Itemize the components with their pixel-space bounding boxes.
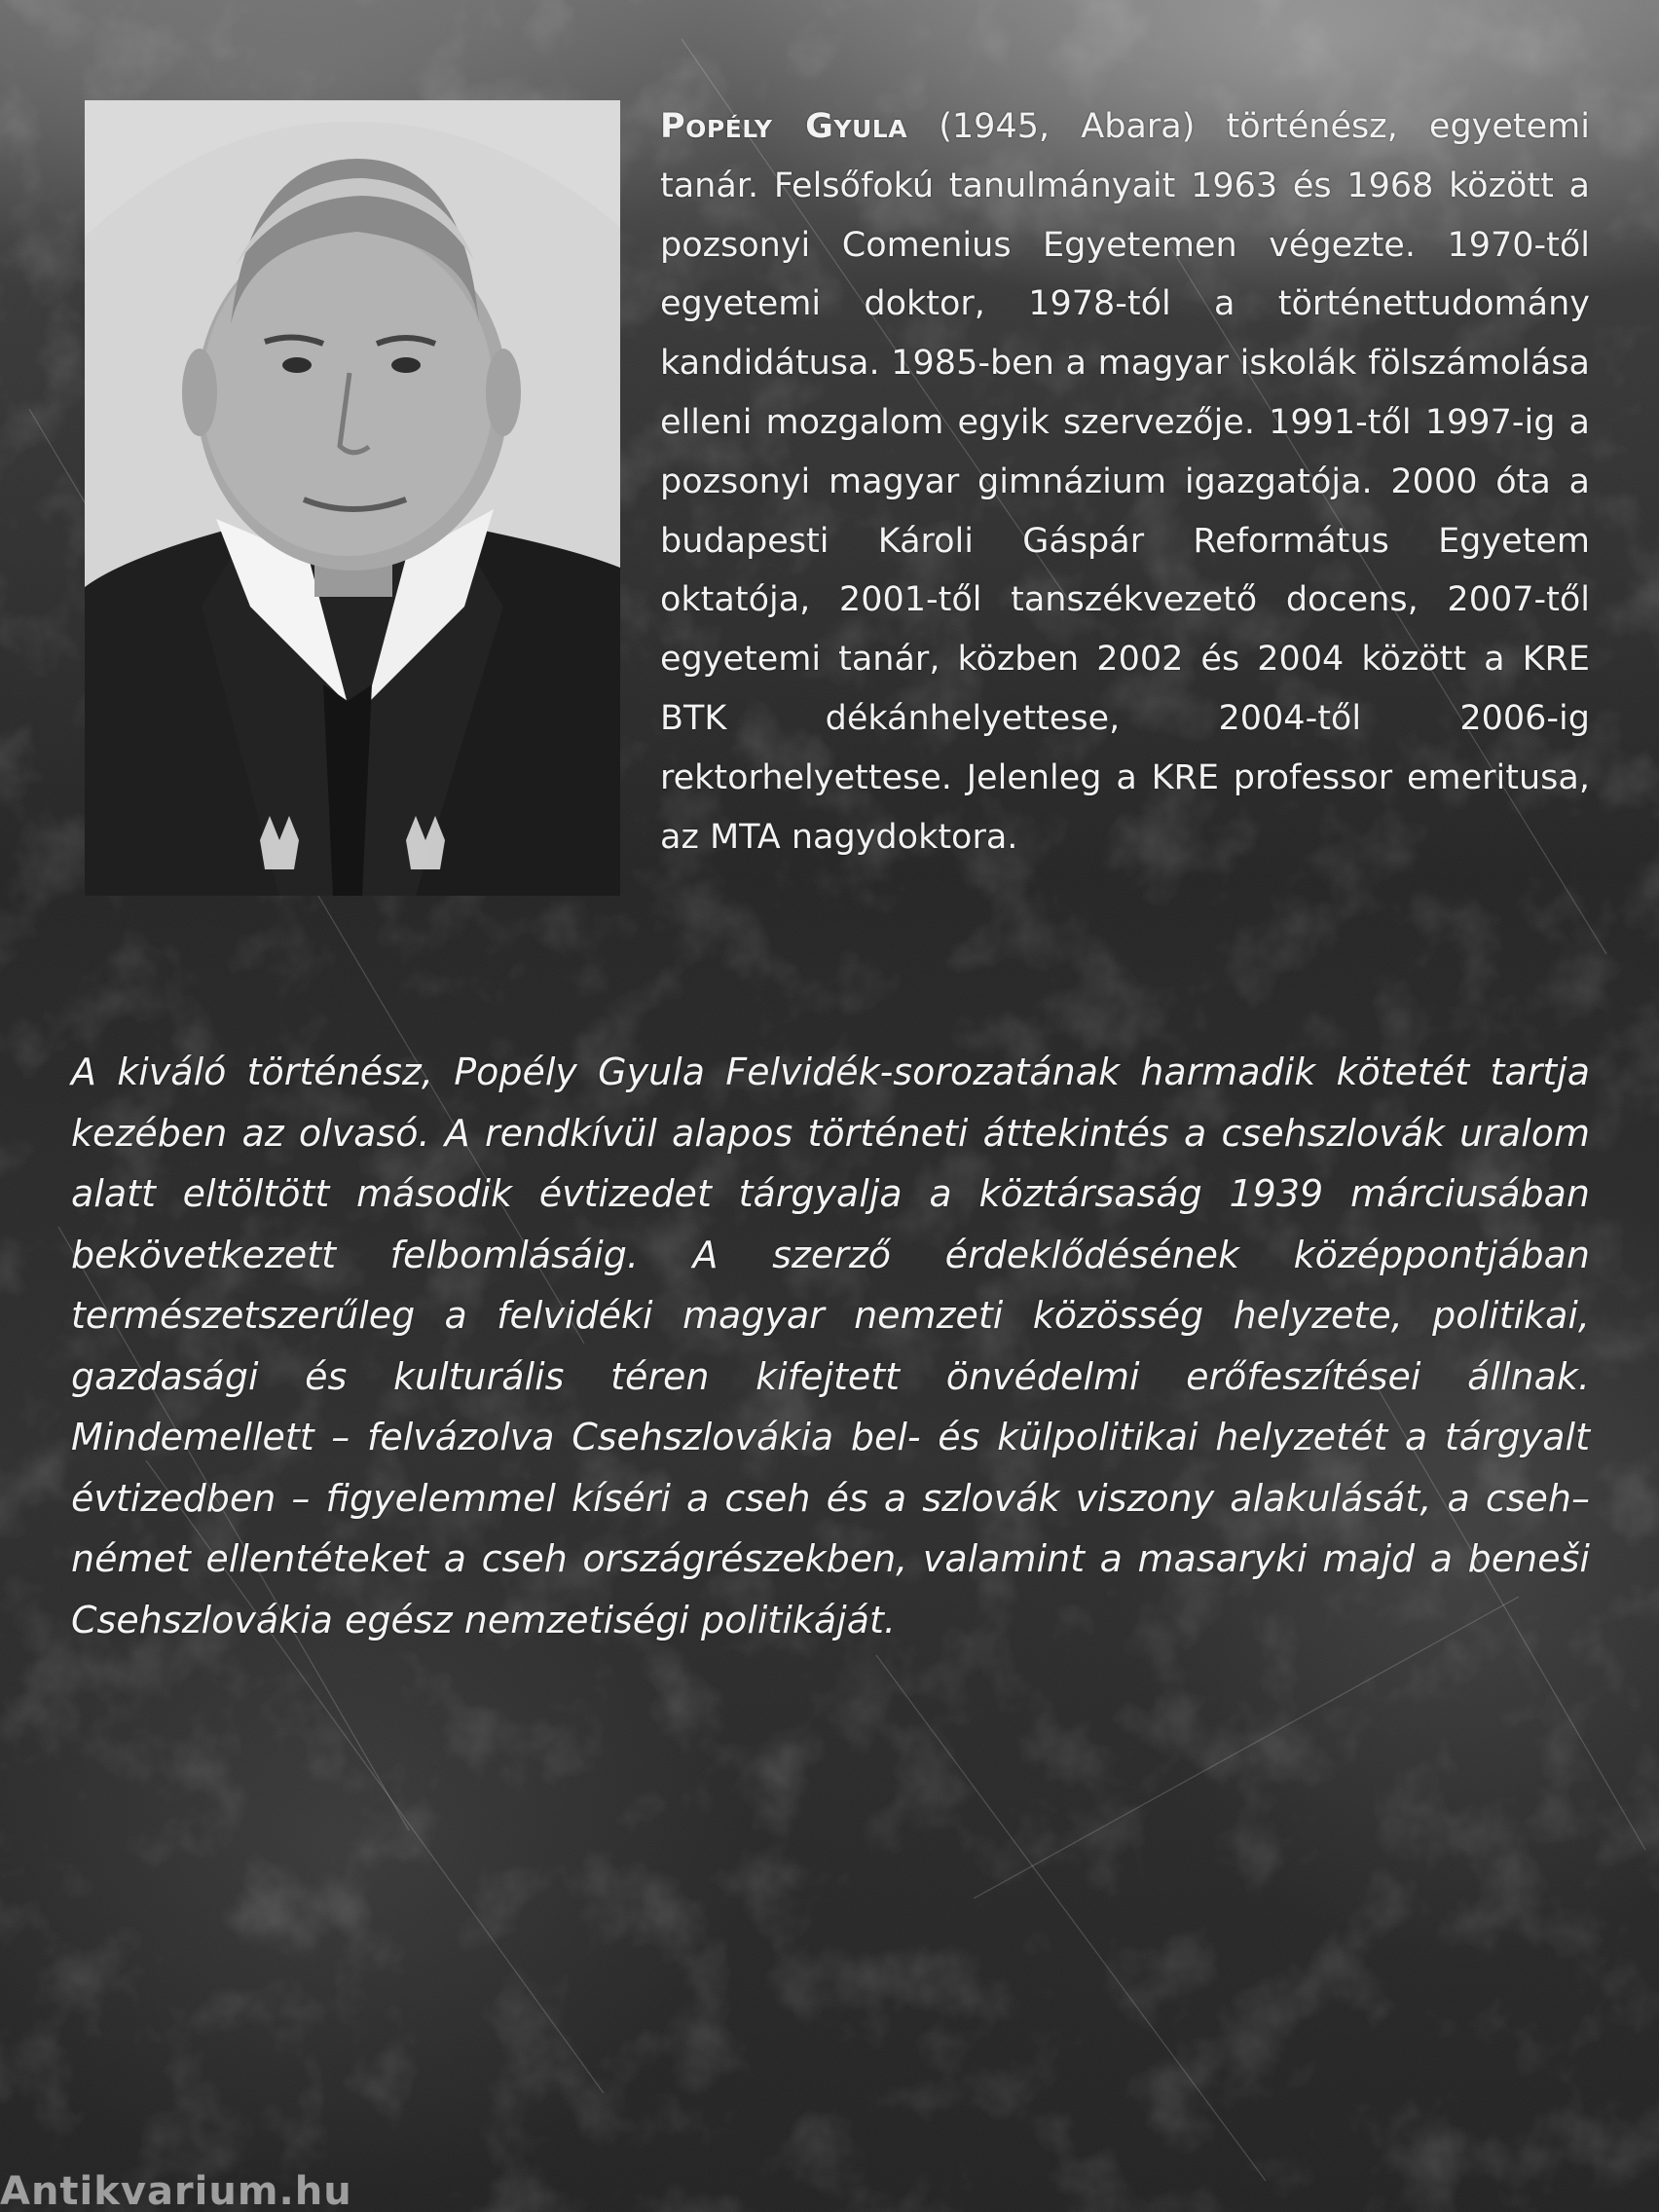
author-name: Popély Gyula xyxy=(660,107,908,146)
watermark: Antikvarium.hu xyxy=(0,2169,352,2212)
author-biography-text: (1945, Abara) történész, egyetemi tanár. Felsőfokú tanulmányait 1963 és 1968 között a pozsonyi Comenius Egyetemen végezte. 1970-től egyetemi doktor, 1978-tól a történettudomány kandidátusa. 1985-ben a magyar iskolák fölszámolása elleni mozgalom egyik szervezője. 1991-től 1997-ig a pozsonyi magyar gimnázium igazgatója. 2000 óta a budapesti Károli Gáspár Református Egyetem oktatója, 2001-től tanszékvezető docens, 2007-től egyetemi tanár, közben 2002 és 2004 között a KRE BTK dékánhelyettese, 2004-től 2006-ig rektorhelyettese. Jelenleg a KRE professor emeritusa, az MTA nagydoktora. xyxy=(660,107,1590,857)
portrait-illustration xyxy=(85,100,620,896)
author-portrait-photo xyxy=(85,100,620,896)
book-description: A kiváló történész, Popély Gyula Felvidék-sorozatának harmadik kötetét tartja kezében az olvasó. A rendkívül alapos történeti áttekintés a csehszlovák uralom alatt eltöltött második évtizedet tárgyalja a köztársaság 1939 márciusában bekövetkezett felbomlásáig. A szerző érdeklődésének középpontjában természetszerűleg a felvidéki magyar nemzeti közösség helyzete, politikai, gazdasági és kulturális téren kifejtett önvédelmi erőfeszítései állnak. Mindemellett – felvázolva Csehszlovákia bel- és külpolitikai helyzetét a tárgyalt évtizedben – figyelemmel kíséri a cseh és a szlovák viszony alakulását, a cseh–német ellentéteket a cseh országrészekben, valamint a masaryki majd a beneši Csehszlovákia egész nemzetiségi politikáját. xyxy=(71,1051,1590,1641)
author-biography xyxy=(660,97,1590,866)
